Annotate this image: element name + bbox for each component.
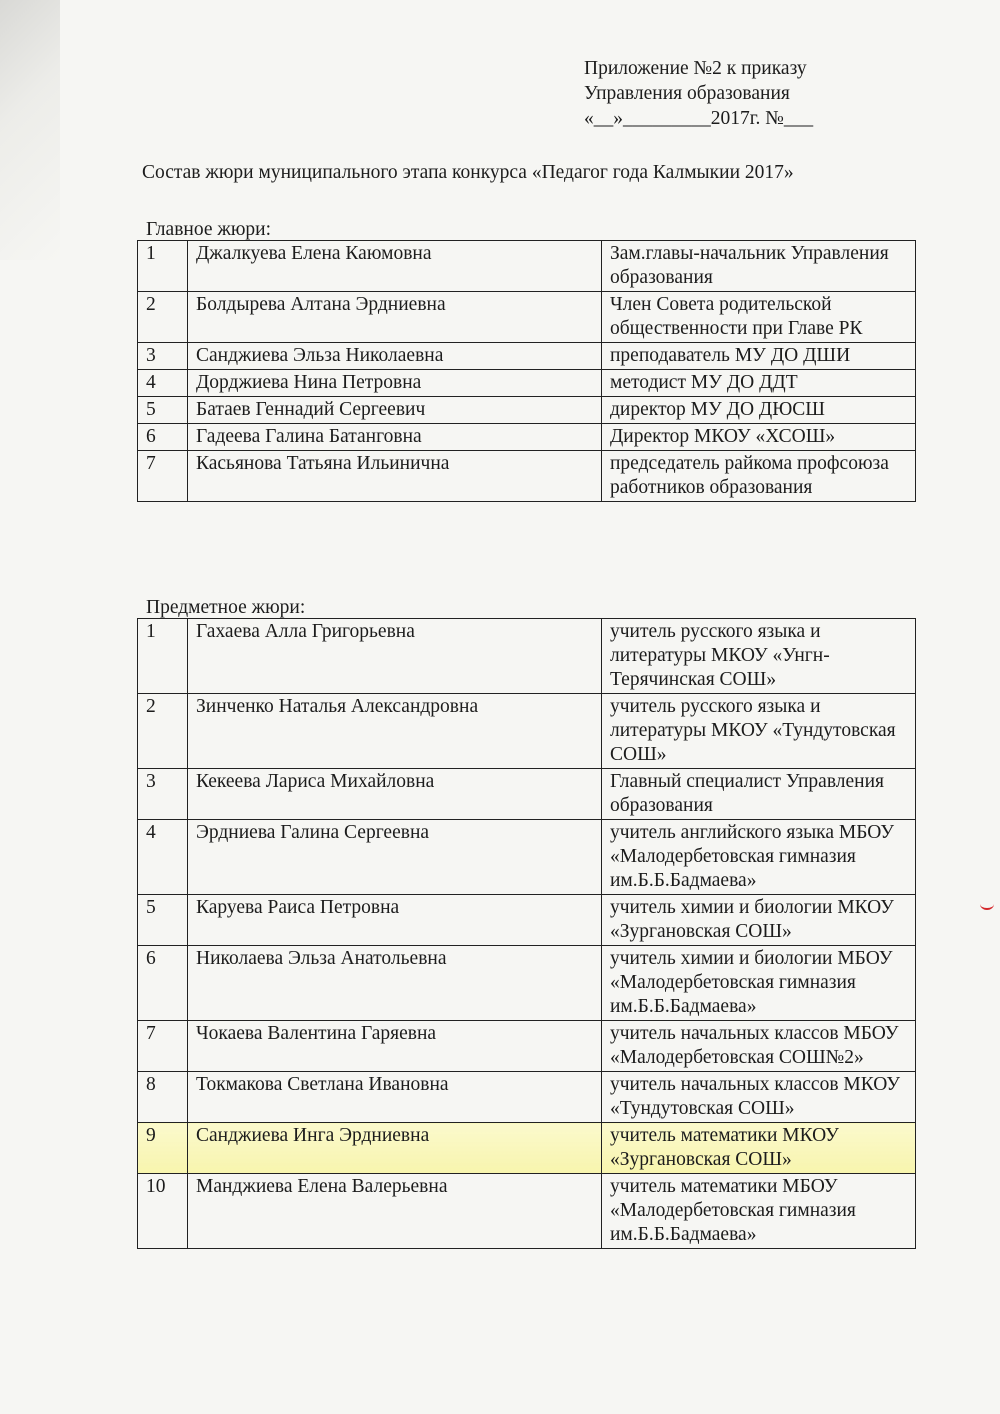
- appendix-line-1: Приложение №2 к приказу: [584, 58, 807, 79]
- member-position: учитель математики МБОУ «Малодербетовская гимназия им.Б.Б.Бадмаева»: [602, 1174, 916, 1249]
- member-position: учитель английского языка МБОУ «Малодербетовская гимназия им.Б.Б.Бадмаева»: [602, 820, 916, 895]
- member-position: учитель русского языка и литературы МКОУ «Тундутовская СОШ»: [602, 694, 916, 769]
- row-number: 7: [138, 451, 188, 502]
- table-row: [138, 820, 916, 895]
- document-title: Состав жюри муниципального этапа конкурса «Педагог года Калмыкии 2017»: [142, 162, 794, 183]
- member-name: Токмакова Светлана Ивановна: [188, 1072, 602, 1123]
- member-name: Каруева Раиса Петровна: [188, 895, 602, 946]
- member-name: Эрдниева Галина Сергеевна: [188, 820, 602, 895]
- member-name: Батаев Геннадий Сергеевич: [188, 397, 602, 424]
- highlighted-table-row: [138, 1123, 916, 1174]
- member-name: Манджиева Елена Валерьевна: [188, 1174, 602, 1249]
- member-position: Зам.главы-начальник Управления образования: [602, 241, 916, 292]
- row-number: 5: [138, 895, 188, 946]
- table-row: [138, 343, 916, 370]
- table-row: [138, 694, 916, 769]
- table-row: [138, 769, 916, 820]
- member-position: методист МУ ДО ДДТ: [602, 370, 916, 397]
- row-number: 6: [138, 424, 188, 451]
- table-row: [138, 451, 916, 502]
- scan-shadow: [0, 0, 60, 260]
- table-row: [138, 397, 916, 424]
- main-jury-table: [137, 240, 916, 502]
- member-name: Кекеева Лариса Михайловна: [188, 769, 602, 820]
- member-name: Николаева Эльза Анатольевна: [188, 946, 602, 1021]
- member-name: Касьянова Татьяна Ильинична: [188, 451, 602, 502]
- main-jury-heading: Главное жюри:: [146, 219, 271, 240]
- member-position: председатель райкома профсоюза работников образования: [602, 451, 916, 502]
- row-number: 1: [138, 619, 188, 694]
- appendix-line-2: Управления образования: [584, 83, 790, 104]
- subject-jury-table: [137, 618, 916, 1249]
- member-name: Джалкуева Елена Каюмовна: [188, 241, 602, 292]
- member-position: учитель математики МКОУ «Зургановская СОШ»: [602, 1123, 916, 1174]
- row-number: 3: [138, 769, 188, 820]
- table-row: [138, 946, 916, 1021]
- table-row: [138, 241, 916, 292]
- row-number: 10: [138, 1174, 188, 1249]
- row-number: 9: [138, 1123, 188, 1174]
- member-position: Директор МКОУ «ХСОШ»: [602, 424, 916, 451]
- member-position: учитель начальных классов МКОУ «Тундутовская СОШ»: [602, 1072, 916, 1123]
- member-name: Зинченко Наталья Александровна: [188, 694, 602, 769]
- row-number: 2: [138, 292, 188, 343]
- member-position: Член Совета родительской общественности при Главе РК: [602, 292, 916, 343]
- member-position: учитель начальных классов МБОУ «Малодербетовская СОШ№2»: [602, 1021, 916, 1072]
- member-name: Дорджиева Нина Петровна: [188, 370, 602, 397]
- member-position: учитель химии и биологии МБОУ «Малодербетовская гимназия им.Б.Б.Бадмаева»: [602, 946, 916, 1021]
- row-number: 1: [138, 241, 188, 292]
- red-pen-mark: [980, 898, 994, 910]
- member-position: учитель химии и биологии МКОУ «Зургановская СОШ»: [602, 895, 916, 946]
- appendix-line-3: «__»_________2017г. №___: [584, 108, 814, 129]
- member-position: учитель русского языка и литературы МКОУ «Унгн-Терячинская СОШ»: [602, 619, 916, 694]
- member-name: Болдырева Алтана Эрдниевна: [188, 292, 602, 343]
- subject-jury-heading: Предметное жюри:: [146, 597, 306, 618]
- row-number: 8: [138, 1072, 188, 1123]
- table-row: [138, 292, 916, 343]
- table-row: [138, 424, 916, 451]
- row-number: 6: [138, 946, 188, 1021]
- table-row: [138, 1021, 916, 1072]
- table-row: [138, 1174, 916, 1249]
- table-row: [138, 1072, 916, 1123]
- row-number: 4: [138, 370, 188, 397]
- member-name: Санджиева Инга Эрдниевна: [188, 1123, 602, 1174]
- row-number: 4: [138, 820, 188, 895]
- table-row: [138, 370, 916, 397]
- table-row: [138, 619, 916, 694]
- member-position: Главный специалист Управления образования: [602, 769, 916, 820]
- member-position: директор МУ ДО ДЮСШ: [602, 397, 916, 424]
- row-number: 5: [138, 397, 188, 424]
- member-name: Гахаева Алла Григорьевна: [188, 619, 602, 694]
- row-number: 7: [138, 1021, 188, 1072]
- member-name: Санджиева Эльза Николаевна: [188, 343, 602, 370]
- table-row: [138, 895, 916, 946]
- member-name: Чокаева Валентина Гаряевна: [188, 1021, 602, 1072]
- member-name: Гадеева Галина Батанговна: [188, 424, 602, 451]
- row-number: 3: [138, 343, 188, 370]
- member-position: преподаватель МУ ДО ДШИ: [602, 343, 916, 370]
- appendix-header: [584, 56, 813, 131]
- row-number: 2: [138, 694, 188, 769]
